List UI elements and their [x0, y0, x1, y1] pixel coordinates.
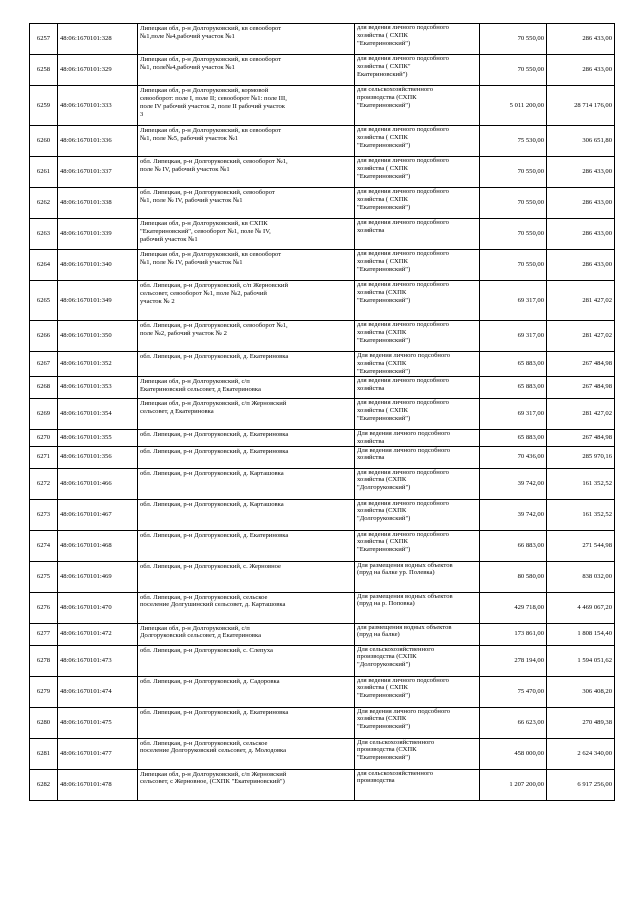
plot-address: Липецкая обл, р-н Долгоруковский, с/п Жерновский сельсовет, с Жерновное, (СХПК "Екатериновский") [138, 769, 355, 800]
cadastral-number: 48:06:1670101:475 [58, 707, 138, 738]
plot-area: 39 742,00 [480, 468, 547, 499]
table-row [30, 398, 615, 429]
cadastral-value: 4 469 067,20 [547, 592, 615, 623]
cadastral-number: 48:06:1670101:467 [58, 499, 138, 530]
plot-area: 70 550,00 [480, 188, 547, 219]
plot-area: 39 742,00 [480, 499, 547, 530]
cadastral-value: 286 433,00 [547, 250, 615, 281]
table-row [30, 352, 615, 377]
plot-address: обл. Липецкая, р-н Долгоруковский, д. Карташовка [138, 499, 355, 530]
plot-area: 65 883,00 [480, 376, 547, 398]
plot-area: 66 883,00 [480, 530, 547, 561]
permitted-use: Для ведения личного подсобного хозяйства [355, 429, 480, 446]
cadastral-value: 161 352,52 [547, 468, 615, 499]
cadastral-number: 48:06:1670101:353 [58, 376, 138, 398]
permitted-use: Для сельскохозяйственного производства (СХПК "Долгоруковский") [355, 645, 480, 676]
plot-address: обл. Липецкая, р-н Долгоруковский, д. Садоровка [138, 676, 355, 707]
plot-area: 278 194,00 [480, 645, 547, 676]
plot-area: 70 436,00 [480, 446, 547, 468]
cadastral-number: 48:06:1670101:470 [58, 592, 138, 623]
cadastral-value: 267 484,98 [547, 352, 615, 377]
row-number: 6265 [30, 281, 58, 321]
land-plots-table [29, 23, 615, 801]
plot-address: обл. Липецкая, р-н Долгоруковский, с. Жерновное [138, 561, 355, 592]
cadastral-number: 48:06:1670101:338 [58, 188, 138, 219]
row-number: 6267 [30, 352, 58, 377]
table-row [30, 86, 615, 126]
row-number: 6274 [30, 530, 58, 561]
cadastral-number: 48:06:1670101:477 [58, 738, 138, 769]
permitted-use: Для размещения водных объектов (пруд на балке ур. Полевка) [355, 561, 480, 592]
permitted-use: для ведения личного подсобного хозяйства ( СХПК "Екатериновский") [355, 398, 480, 429]
table-row [30, 738, 615, 769]
row-number: 6259 [30, 86, 58, 126]
permitted-use: для сельскохозяйственного производства [355, 769, 480, 800]
plot-address: Липецкая обл, р-н Долгоруковский, с/п Жерновский сельсовет, д Екатериновка [138, 398, 355, 429]
row-number: 6270 [30, 429, 58, 446]
cadastral-value: 271 544,98 [547, 530, 615, 561]
permitted-use: для ведения личного подсобного хозяйства ( СХПК "Екатериновский") [355, 676, 480, 707]
plot-area: 70 550,00 [480, 219, 547, 250]
plot-area: 75 530,00 [480, 126, 547, 157]
cadastral-number: 48:06:1670101:350 [58, 321, 138, 352]
table-row [30, 623, 615, 645]
plot-area: 69 317,00 [480, 398, 547, 429]
cadastral-value: 281 427,02 [547, 398, 615, 429]
table-row [30, 676, 615, 707]
row-number: 6272 [30, 468, 58, 499]
plot-address: обл. Липецкая, р-н Долгоруковский, д. Екатериновка [138, 352, 355, 377]
cadastral-value: 286 433,00 [547, 55, 615, 86]
cadastral-value: 286 433,00 [547, 188, 615, 219]
cadastral-number: 48:06:1670101:328 [58, 24, 138, 55]
plot-address: Липецкая обл, р-н Долгоруковский, кв СХПК "Екатериновский", севооборот №1, поле № IV, рабочий участок №1 [138, 219, 355, 250]
cadastral-number: 48:06:1670101:340 [58, 250, 138, 281]
row-number: 6271 [30, 446, 58, 468]
table-row [30, 281, 615, 321]
plot-address: обл. Липецкая, р-н Долгоруковский, севооборот №1, поле № IV, рабочий участок №1 [138, 157, 355, 188]
cadastral-value: 161 352,52 [547, 499, 615, 530]
permitted-use: для размещения водных объектов (пруд на балке) [355, 623, 480, 645]
row-number: 6281 [30, 738, 58, 769]
cadastral-number: 48:06:1670101:354 [58, 398, 138, 429]
plot-area: 70 550,00 [480, 55, 547, 86]
plot-address: Липецкая обл, р-н Долгоруковский, кв севооборот №1, поле № IV, рабочий участок №1 [138, 250, 355, 281]
plot-address: обл. Липецкая, р-н Долгоруковский, сельское поселение Долгоруковский сельсовет, д. Молодовка [138, 738, 355, 769]
plot-address: Липецкая обл, р-н Долгоруковский, кормовой севооборот: поле I, поле II; севооборот №1: поле III, поле IV рабочий участок 2, поле II рабочий участок 3 [138, 86, 355, 126]
plot-address: обл. Липецкая, р-н Долгоруковский, д. Екатериновка [138, 446, 355, 468]
plot-area: 80 580,00 [480, 561, 547, 592]
cadastral-value: 267 484,98 [547, 429, 615, 446]
table-row [30, 468, 615, 499]
table-row [30, 429, 615, 446]
plot-area: 75 470,00 [480, 676, 547, 707]
plot-address: обл. Липецкая, р-н Долгоруковский, с. Слепуха [138, 645, 355, 676]
plot-address: обл. Липецкая, р-н Долгоруковский, с/п Жерновский сельсовет, севооборот №1, поле №2, рабочий участок № 2 [138, 281, 355, 321]
row-number: 6277 [30, 623, 58, 645]
table-row [30, 24, 615, 55]
cadastral-number: 48:06:1670101:474 [58, 676, 138, 707]
table-row [30, 499, 615, 530]
row-number: 6273 [30, 499, 58, 530]
row-number: 6276 [30, 592, 58, 623]
cadastral-value: 286 433,00 [547, 24, 615, 55]
plot-area: 5 011 200,00 [480, 86, 547, 126]
plot-address: Липецкая обл, р-н Долгоруковский, кв севооборот №1,поле №4,рабочий участок №1 [138, 24, 355, 55]
row-number: 6263 [30, 219, 58, 250]
permitted-use: для ведения личного подсобного хозяйства (СХПК "Екатериновский") [355, 321, 480, 352]
cadastral-number: 48:06:1670101:478 [58, 769, 138, 800]
row-number: 6261 [30, 157, 58, 188]
table-row [30, 55, 615, 86]
cadastral-value: 286 433,00 [547, 157, 615, 188]
permitted-use: для ведения личного подсобного хозяйства ( СХПК "Екатериновский") [355, 126, 480, 157]
cadastral-number: 48:06:1670101:468 [58, 530, 138, 561]
plot-address: Липецкая обл, р-н Долгоруковский, кв севооборот №1, поле №5, рабочий участок №1 [138, 126, 355, 157]
table-row [30, 219, 615, 250]
permitted-use: Для сельскохозяйственного производства (СХПК "Екатериновский") [355, 738, 480, 769]
cadastral-value: 286 433,00 [547, 219, 615, 250]
row-number: 6266 [30, 321, 58, 352]
row-number: 6269 [30, 398, 58, 429]
permitted-use: для ведения личного подсобного хозяйства ( СХПК "Екатериновский") [355, 188, 480, 219]
plot-area: 69 317,00 [480, 321, 547, 352]
table-row [30, 530, 615, 561]
cadastral-number: 48:06:1670101:333 [58, 86, 138, 126]
permitted-use: для ведения личного подсобного хозяйства (СХПК "Екатериновский") [355, 281, 480, 321]
cadastral-number: 48:06:1670101:329 [58, 55, 138, 86]
row-number: 6278 [30, 645, 58, 676]
cadastral-value: 270 489,38 [547, 707, 615, 738]
cadastral-number: 48:06:1670101:469 [58, 561, 138, 592]
table-row [30, 769, 615, 800]
plot-area: 1 207 200,00 [480, 769, 547, 800]
cadastral-value: 1 808 154,40 [547, 623, 615, 645]
cadastral-value: 267 484,98 [547, 376, 615, 398]
table-body [30, 24, 615, 801]
plot-address: Липецкая обл, р-н Долгоруковский, с/п Долгоруковский сельсовет, д Екатериновка [138, 623, 355, 645]
plot-area: 429 718,00 [480, 592, 547, 623]
plot-address: обл. Липецкая, р-н Долгоруковский, д. Екатериновка [138, 707, 355, 738]
plot-area: 70 550,00 [480, 157, 547, 188]
row-number: 6264 [30, 250, 58, 281]
permitted-use: для ведения личного подсобного хозяйства (СХПК "Долгоруковский") [355, 468, 480, 499]
cadastral-value: 306 651,80 [547, 126, 615, 157]
cadastral-value: 281 427,02 [547, 321, 615, 352]
plot-address: обл. Липецкая, р-н Долгоруковский, д. Екатериновка [138, 530, 355, 561]
permitted-use: Для ведения личного подсобного хозяйства (СХПК "Екатериновский") [355, 352, 480, 377]
cadastral-number: 48:06:1670101:349 [58, 281, 138, 321]
row-number: 6280 [30, 707, 58, 738]
plot-area: 65 883,00 [480, 352, 547, 377]
table-row [30, 376, 615, 398]
cadastral-number: 48:06:1670101:473 [58, 645, 138, 676]
cadastral-value: 6 917 256,00 [547, 769, 615, 800]
plot-area: 69 317,00 [480, 281, 547, 321]
row-number: 6275 [30, 561, 58, 592]
plot-address: обл. Липецкая, р-н Долгоруковский, д. Карташовка [138, 468, 355, 499]
cadastral-value: 838 032,00 [547, 561, 615, 592]
permitted-use: для ведения личного подсобного хозяйства ( СХПК "Екатериновский") [355, 157, 480, 188]
row-number: 6260 [30, 126, 58, 157]
plot-address: Липецкая обл, р-н Долгоруковский, кв севооборот №1, поле№4,рабочий участок №1 [138, 55, 355, 86]
cadastral-value: 1 594 051,62 [547, 645, 615, 676]
cadastral-value: 281 427,02 [547, 281, 615, 321]
table-row [30, 321, 615, 352]
cadastral-value: 2 624 340,00 [547, 738, 615, 769]
permitted-use: для ведения личного подсобного хозяйства ( СХПК "Екатериновский") [355, 530, 480, 561]
plot-address: обл. Липецкая, р-н Долгоруковский, севооборот №1, поле №2, рабочий участок № 2 [138, 321, 355, 352]
cadastral-number: 48:06:1670101:336 [58, 126, 138, 157]
permitted-use: Для ведения личного подсобного хозяйства [355, 446, 480, 468]
table-row [30, 126, 615, 157]
row-number: 6279 [30, 676, 58, 707]
cadastral-number: 48:06:1670101:355 [58, 429, 138, 446]
permitted-use: Для ведения личного подсобного хозяйства (СХПК "Екатериновский") [355, 707, 480, 738]
table-row [30, 645, 615, 676]
permitted-use: для ведения личного подсобного хозяйства (СХПК "Долгоруковский") [355, 499, 480, 530]
cadastral-number: 48:06:1670101:472 [58, 623, 138, 645]
table-row [30, 592, 615, 623]
plot-area: 70 550,00 [480, 250, 547, 281]
cadastral-value: 28 714 176,00 [547, 86, 615, 126]
permitted-use: для ведения личного подсобного хозяйства [355, 376, 480, 398]
plot-address: Липецкая обл, р-н Долгоруковский, с/п Екатериновский сельсовет, д Екатериновка [138, 376, 355, 398]
table-row [30, 157, 615, 188]
plot-address: обл. Липецкая, р-н Долгоруковский, севооборот №1, поле № IV, рабочий участок №1 [138, 188, 355, 219]
table-row [30, 446, 615, 468]
plot-address: обл. Липецкая, р-н Долгоруковский, д. Екатериновка [138, 429, 355, 446]
permitted-use: для ведения личного подсобного хозяйства [355, 219, 480, 250]
cadastral-value: 306 408,20 [547, 676, 615, 707]
plot-area: 70 550,00 [480, 24, 547, 55]
permitted-use: для ведения личного подсобного хозяйства ( СХПК "Екатериновский") [355, 24, 480, 55]
permitted-use: для ведения личного подсобного хозяйства ( СХПК "Екатериновский") [355, 250, 480, 281]
row-number: 6262 [30, 188, 58, 219]
cadastral-number: 48:06:1670101:356 [58, 446, 138, 468]
cadastral-number: 48:06:1670101:352 [58, 352, 138, 377]
table-row [30, 250, 615, 281]
table-row [30, 188, 615, 219]
plot-address: обл. Липецкая, р-н Долгоруковский, сельское поселение Долгушинский сельсовет, д. Карташовка [138, 592, 355, 623]
plot-area: 66 623,00 [480, 707, 547, 738]
permitted-use: для ведения личного подсобного хозяйства ( СХПК" Екатериновский") [355, 55, 480, 86]
cadastral-value: 285 970,16 [547, 446, 615, 468]
table-row [30, 707, 615, 738]
plot-area: 173 861,00 [480, 623, 547, 645]
row-number: 6258 [30, 55, 58, 86]
cadastral-number: 48:06:1670101:466 [58, 468, 138, 499]
row-number: 6282 [30, 769, 58, 800]
row-number: 6257 [30, 24, 58, 55]
table-row [30, 561, 615, 592]
cadastral-number: 48:06:1670101:339 [58, 219, 138, 250]
permitted-use: для сельскохозяйственного производства (СХПК "Екатериновский") [355, 86, 480, 126]
plot-area: 458 000,00 [480, 738, 547, 769]
cadastral-number: 48:06:1670101:337 [58, 157, 138, 188]
plot-area: 65 883,00 [480, 429, 547, 446]
row-number: 6268 [30, 376, 58, 398]
permitted-use: Для размещения водных объектов (пруд на р. Поповка) [355, 592, 480, 623]
